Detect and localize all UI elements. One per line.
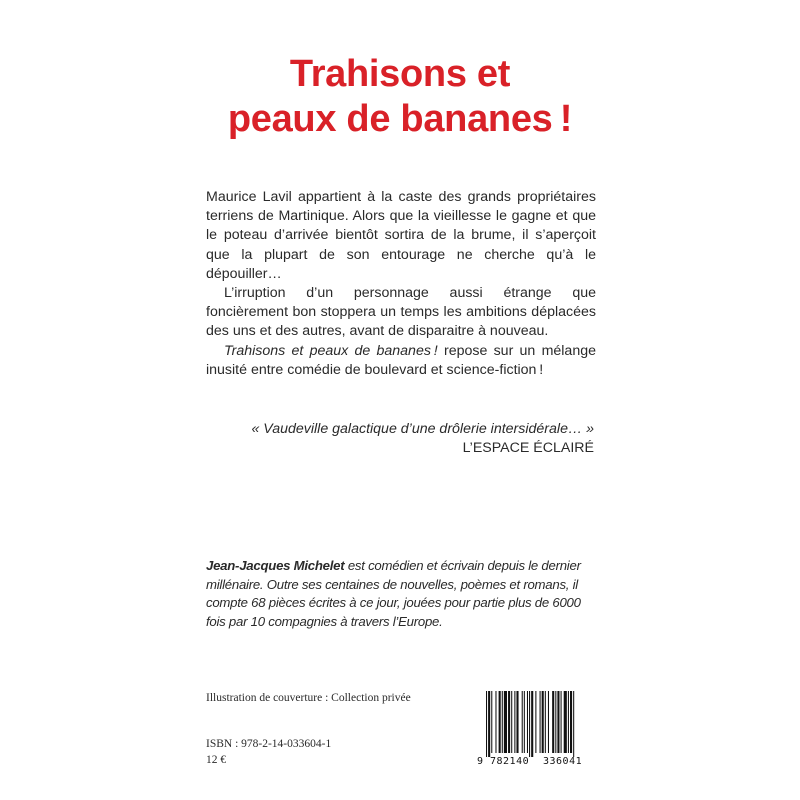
barcode-bar: [557, 691, 559, 753]
barcode-bar: [545, 691, 546, 753]
barcode-bar: [529, 691, 530, 757]
barcode-bar: [535, 691, 536, 753]
barcode-bar: [568, 691, 569, 753]
summary-title-mention: Trahisons et peaux de bananes !: [224, 342, 438, 359]
barcode-bar: [486, 691, 487, 757]
barcode-bar: [555, 691, 556, 753]
barcode-bar: [561, 691, 562, 753]
press-quote: [194, 420, 594, 458]
cover-illustration-credit: Illustration de couverture : Collection privée: [206, 692, 411, 704]
barcode-bar: [495, 691, 496, 753]
book-title-line-1: Trahisons et: [289, 53, 511, 95]
barcode-bar: [502, 691, 503, 753]
barcode-graphic: [474, 689, 600, 767]
barcode-group-1: 782140: [490, 756, 530, 767]
author-name: Jean-Jacques Michelet: [206, 558, 345, 573]
barcode-bar: [491, 691, 492, 753]
barcode-bar: [499, 691, 501, 753]
author-bio: [206, 557, 598, 631]
barcode-bar: [548, 691, 549, 753]
summary-paragraph-3-text: repose sur un mélange inusité entre comédie de boulevard et science-fiction !: [206, 342, 596, 378]
quote-text: « Vaudeville galactique d’une drôlerie intersidérale… »: [251, 421, 594, 437]
barcode-bar: [552, 691, 554, 753]
summary-paragraph-2: L’irruption d’un personnage aussi étrange que foncièrement bon stoppera un temps les ambitions déplacées des uns et des autres, avant de disparaitre à nouveau.: [206, 285, 596, 340]
summary-paragraph-1: Maurice Lavil appartient à la caste des grands propriétaires terriens de Martinique. Alors que la vieillesse le gagne et que le poteau d’arrivée bientôt sortira de la brume, il s’aperçoit que la plupart de son entourage ne cherche qu’à le dépouiller…: [206, 189, 596, 282]
book-title-line-2: peaux de bananes !: [227, 98, 573, 140]
barcode-bar: [527, 691, 528, 753]
barcode-bar: [522, 691, 523, 753]
isbn: ISBN : 978-2-14-033604-1: [206, 738, 332, 750]
barcode-bar: [542, 691, 544, 753]
barcode-bar: [531, 691, 533, 757]
barcode-bar: [570, 691, 572, 753]
author-bio-text: est comédien et écrivain depuis le dernier millénaire. Outre ses centaines de nouvelles, poèmes et romans, il compte 68 pièces écrites à ce jour, jouées pour partie plus de 6000 fois par 10 compagnies à travers l’Europe.: [206, 558, 581, 629]
barcode-bar: [564, 691, 567, 753]
barcode-group-2: 336041: [543, 756, 583, 767]
barcode-lead-digit: 9: [477, 756, 484, 767]
barcode: [474, 689, 600, 767]
barcode-bar: [511, 691, 512, 753]
barcode-bar: [508, 691, 510, 753]
barcode-bar: [514, 691, 515, 753]
barcode-bar: [573, 691, 574, 757]
barcode-bar: [540, 691, 541, 753]
quote-source: L’ESPACE ÉCLAIRÉ: [462, 440, 594, 456]
barcode-bar: [524, 691, 525, 753]
book-summary: [206, 188, 596, 380]
barcode-bar: [516, 691, 518, 753]
barcode-bar: [488, 691, 490, 757]
barcode-bar: [504, 691, 507, 753]
summary-paragraph-3: [206, 342, 596, 380]
price: 12 €: [206, 754, 227, 766]
